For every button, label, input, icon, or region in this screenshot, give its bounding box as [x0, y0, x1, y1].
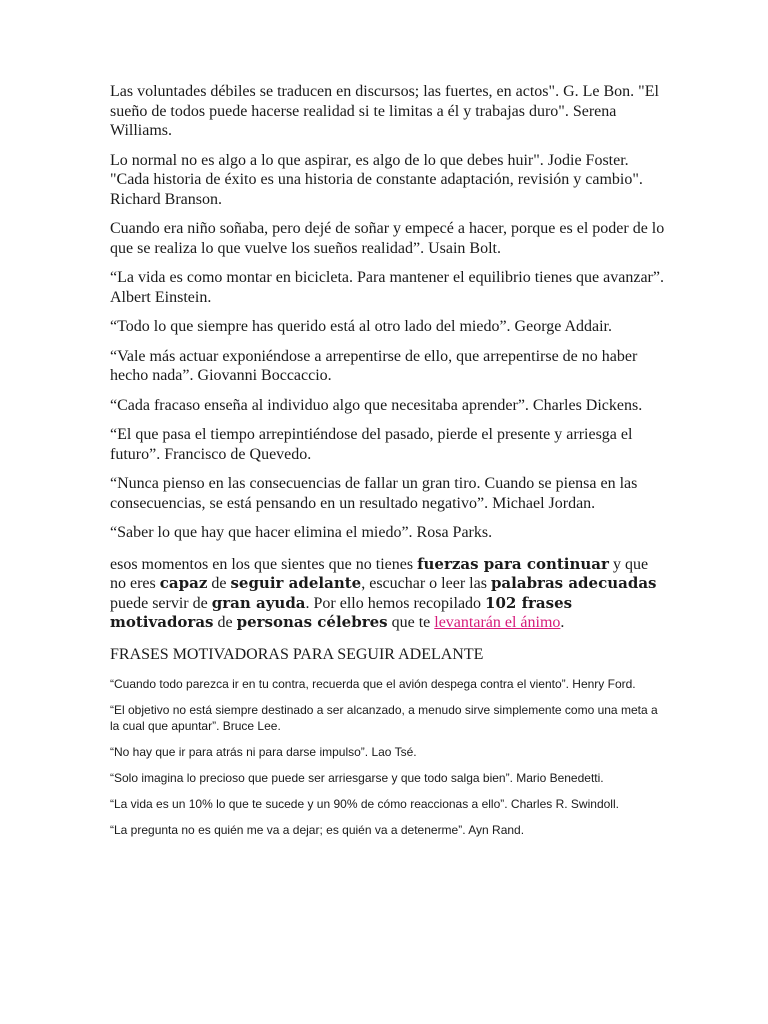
intro-bold: seguir adelante: [230, 574, 362, 592]
intro-bold: capaz: [159, 574, 208, 592]
quote-paragraph-sans: “Cuando todo parezca ir en tu contra, recuerda que el avión despega contra el viento”. Henry Ford.: [110, 677, 636, 691]
document-page: [110, 82, 665, 848]
intro-text: , escuchar o leer las: [361, 575, 491, 592]
quote-paragraph-sans: “No hay que ir para atrás ni para darse impulso”. Lao Tsé.: [110, 745, 417, 759]
intro-text: . Por ello hemos recopilado: [305, 594, 486, 612]
quote-paragraph: Lo normal no es algo a lo que aspirar, es algo de lo que debes huir". Jodie Foster. "Cada historia de éxito es una historia de constante adaptación, revisión y cambio". Richard Branson.: [110, 151, 643, 208]
intro-text: puede servir de: [110, 594, 212, 612]
intro-text: de: [207, 575, 231, 592]
intro-text: .: [560, 614, 565, 631]
intro-bold: personas célebres: [236, 613, 388, 631]
intro-bold: palabras adecuadas: [490, 574, 657, 592]
intro-bold: 102 frases motivadoras: [110, 593, 573, 631]
quote-paragraph: “Vale más actuar exponiéndose a arrepentirse de ello, que arrepentirse de no haber hecho nada”. Giovanni Boccaccio.: [110, 347, 638, 384]
quote-paragraph: “La vida es como montar en bicicleta. Para mantener el equilibrio tienes que avanzar”. Albert Einstein.: [110, 269, 664, 306]
intro-text: de: [213, 614, 237, 631]
intro-bold: gran ayuda: [211, 593, 306, 612]
quote-paragraph: “Saber lo que hay que hacer elimina el miedo”. Rosa Parks.: [110, 524, 493, 541]
section-heading: FRASES MOTIVADORAS PARA SEGUIR ADELANTE: [110, 645, 484, 663]
quote-paragraph: “Cada fracaso enseña al individuo algo que necesitaba aprender”. Charles Dickens.: [110, 396, 643, 414]
intro-text: y que no eres: [110, 555, 649, 592]
intro-text: esos momentos en los que sientes que no tienes: [110, 555, 418, 573]
quote-paragraph: Cuando era niño soñaba, pero dejé de soñar y empecé a hacer, porque es el poder de lo que se realiza lo que vuelve los sueños realidad”. Usain Bolt.: [110, 220, 665, 257]
quote-paragraph-sans: “La vida es un 10% lo que te sucede y un 90% de cómo reaccionas a ello”. Charles R. Swindoll.: [110, 797, 619, 811]
quote-paragraph-sans: “La pregunta no es quién me va a dejar; es quién va a detenerme”. Ayn Rand.: [110, 823, 525, 837]
intro-paragraph: [110, 555, 665, 633]
intro-bold: fuerzas para continuar: [417, 554, 609, 573]
quote-paragraph-sans: “El objetivo no está siempre destinado a ser alcanzado, a menudo sirve simplemente como una meta a la cual que apuntar”. Bruce Lee.: [110, 703, 658, 733]
quote-paragraph: “Todo lo que siempre has querido está al otro lado del miedo”. George Addair.: [110, 318, 612, 335]
intro-text: que te: [387, 614, 435, 631]
quote-paragraph-sans: “Solo imagina lo precioso que puede ser arriesgarse y que todo salga bien”. Mario Benedetti.: [110, 771, 604, 785]
levantaran-animo-link[interactable]: levantarán el ánimo: [434, 614, 561, 631]
quote-paragraph: “El que pasa el tiempo arrepintiéndose del pasado, pierde el presente y arriesga el futuro”. Francisco de Quevedo.: [110, 426, 633, 463]
quote-paragraph: “Nunca pienso en las consecuencias de fallar un gran tiro. Cuando se piensa en las consecuencias, se está pensando en un resultado negativo”. Michael Jordan.: [110, 475, 638, 512]
quote-paragraph: Las voluntades débiles se traducen en discursos; las fuertes, en actos". G. Le Bon. "El sueño de todos puede hacerse realidad si te limitas a él y trabajas duro". Serena Williams.: [110, 83, 659, 139]
